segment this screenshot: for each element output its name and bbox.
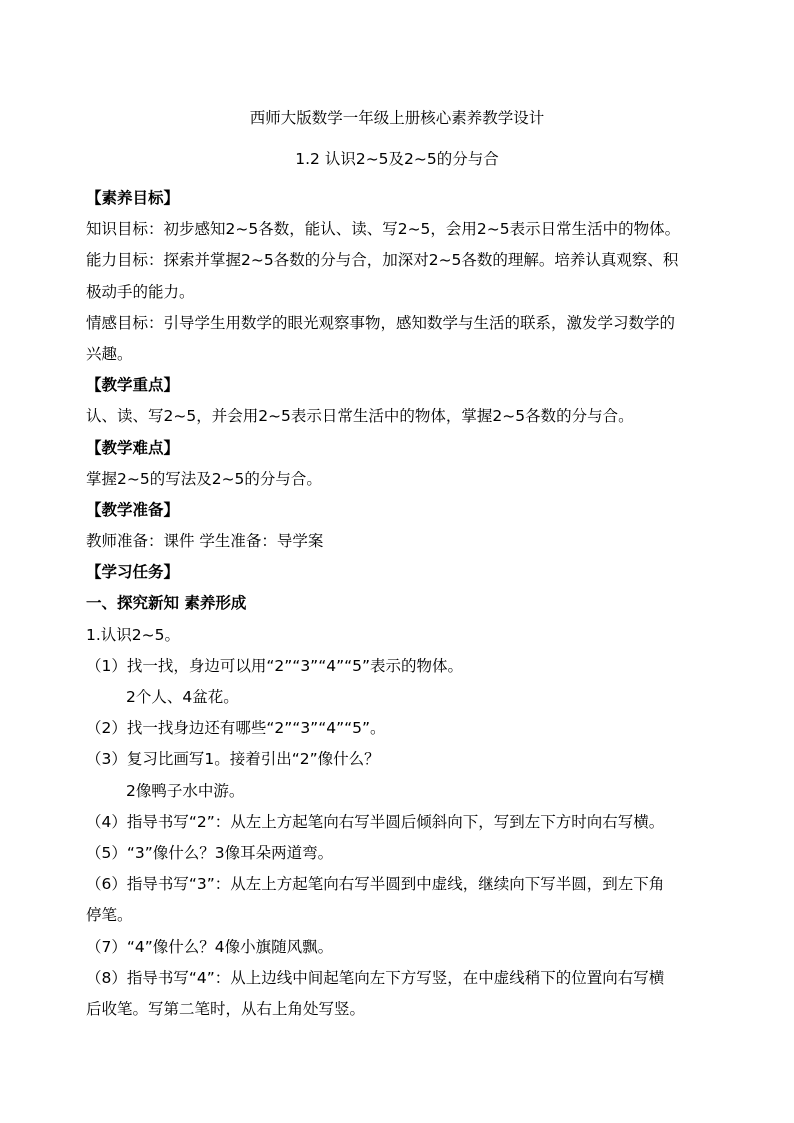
section-heading: 【素养目标】 <box>86 189 180 207</box>
body-line: 情感目标：引导学生用数学的眼光观察事物，感知数学与生活的联系，激发学习数学的 <box>86 313 676 332</box>
body-line: 停笔。 <box>86 906 133 925</box>
body-line: （6）指导书写“3”：从左上方起笔向右写半圆到中虚线，继续向下写半圆，到左下角 <box>86 875 665 894</box>
body-line: 2个人、4盆花。 <box>126 688 239 706</box>
body-line: （2）找一找身边还有哪些“2”“3”“4”“5”。 <box>86 719 386 738</box>
body-line: 掌握2~5的写法及2~5的分与合。 <box>86 469 322 488</box>
body-line: （5）“3”像什么？3像耳朵两道弯。 <box>86 843 334 862</box>
body-line: 1.认识2~5。 <box>86 625 180 644</box>
body-line: 能力目标：探索并掌握2~5各数的分与合，加深对2~5各数的理解。培养认真观察、积 <box>86 251 679 270</box>
document-body <box>86 183 718 1025</box>
body-line: （3）复习比画写1。接着引出“2”像什么？ <box>86 750 380 769</box>
section-heading: 【教学准备】 <box>86 500 180 519</box>
body-line: （7）“4”像什么？4像小旗随风飘。 <box>86 937 334 956</box>
body-line: 教师准备：课件 学生准备：导学案 <box>86 532 324 551</box>
body-line: （4）指导书写“2”：从左上方起笔向右写半圆后倾斜向下，写到左下方时向右写横。 <box>86 812 665 831</box>
body-line: 极动手的能力。 <box>86 282 195 301</box>
document-title: 西师大版数学一年级上册核心素养教学设计 <box>249 109 545 127</box>
section-heading: 一、探究新知 素养形成 <box>86 594 247 613</box>
section-heading: 【学习任务】 <box>86 563 180 582</box>
body-line: 兴趣。 <box>86 344 133 363</box>
body-line: 后收笔。写第二笔时，从右上角处写竖。 <box>86 999 366 1018</box>
body-line: 知识目标：初步感知2~5各数，能认、读、写2~5，会用2~5表示日常生活中的物体。 <box>86 220 681 239</box>
section-heading: 【教学重点】 <box>86 376 180 395</box>
body-line: （1）找一找，身边可以用“2”“3”“4”“5”表示的物体。 <box>86 656 464 675</box>
body-line: （8）指导书写“4”：从上边线中间起笔向左下方写竖，在中虚线稍下的位置向右写横 <box>86 968 665 987</box>
section-heading: 【教学难点】 <box>86 438 180 457</box>
body-line: 认、读、写2~5，并会用2~5表示日常生活中的物体，掌握2~5各数的分与合。 <box>86 407 634 426</box>
body-line: 2像鸭子水中游。 <box>126 781 245 800</box>
document-subtitle: 1.2 认识2~5及2~5的分与合 <box>295 150 499 168</box>
